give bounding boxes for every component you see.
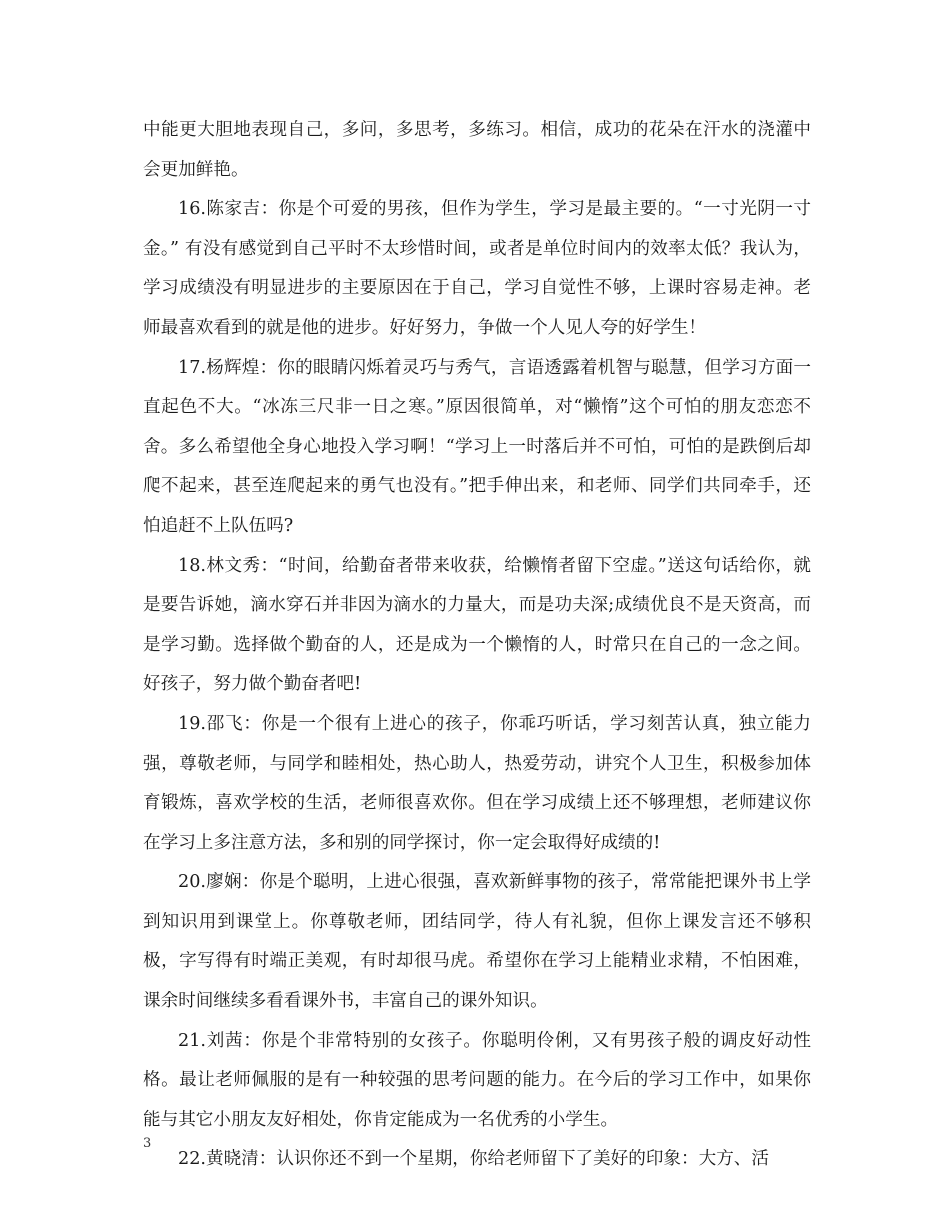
- paragraph-comment-19: 19.邵飞：你是一个很有上进心的孩子，你乖巧听话，学习刻苦认真，独立能力强，尊敬老师，与同学和睦相处，热心助人，热爱劳动，讲究个人卫生，积极参加体育锻炼，喜欢学校的生活，老师很喜欢你。但在学习成绩上还不够理想，老师建议你在学习上多注意方法，多和别的同学探讨，你一定会取得好成绩的!: [143, 713, 811, 853]
- paragraph-comment-16: 16.陈家吉：你是个可爱的男孩，但作为学生，学习是最主要的。“一寸光阴一寸金。” 有没有感觉到自己平时不太珍惜时间，或者是单位时间内的效率太低？我认为，学习成绩没有明显进步的主要原因在于自己，学习自觉性不够，上课时容易走神。老师最喜欢看到的就是他的进步。好好努力，争做一个人见人夸的好学生！: [143, 199, 811, 338]
- paragraph-comment-21: 21.刘茜：你是个非常特别的女孩子。你聪明伶俐，又有男孩子般的调皮好动性格。最让老师佩服的是有一种较强的思考问题的能力。在今后的学习工作中，如果你能与其它小朋友友好相处，你肯定能成为一名优秀的小学生。: [143, 1030, 811, 1130]
- page-number: 3: [143, 1136, 152, 1151]
- paragraph-comment-18: 18.林文秀：“时间，给勤奋者带来收获，给懒惰者留下空虚。”送这句话给你，就是要告诉她，滴水穿石并非因为滴水的力量大，而是功夫深;成绩优良不是天资高，而是学习勤。选择做个勤奋的人，还是成为一个懒惰的人，时常只在自己的一念之间。好孩子，努力做个勤奋者吧!: [143, 555, 811, 695]
- document-body: [143, 111, 811, 1180]
- paragraph-comment-22: 22.黄晓清：认识你还不到一个星期，你给老师留下了美好的印象：大方、活: [178, 1149, 769, 1170]
- paragraph-continuation: 中能更大胆地表现自己，多问，多思考，多练习。相信，成功的花朵在汗水的浇灌中会更加鲜艳。: [143, 120, 811, 180]
- paragraph-comment-20: 20.廖娴：你是个聪明，上进心很强，喜欢新鲜事物的孩子，常常能把课外书上学到知识用到课堂上。你尊敬老师，团结同学，待人有礼貌，但你上课发言还不够积极，字写得有时端正美观，有时却很马虎。希望你在学习上能精业求精，不怕困难，课余时间继续多看看课外书，丰富自己的课外知识。: [143, 872, 811, 1012]
- paragraph-comment-17: 17.杨辉煌：你的眼睛闪烁着灵巧与秀气，言语透露着机智与聪慧，但学习方面一直起色不大。“冰冻三尺非一日之寒。”原因很简单，对“懒惰”这个可怕的朋友恋恋不舍。多么希望他全身心地投入学习啊！“学习上一时落后并不可怕，可怕的是跌倒后却爬不起来，甚至连爬起来的勇气也没有。”把手伸出来，和老师、同学们共同牵手，还怕追赶不上队伍吗?: [143, 357, 811, 536]
